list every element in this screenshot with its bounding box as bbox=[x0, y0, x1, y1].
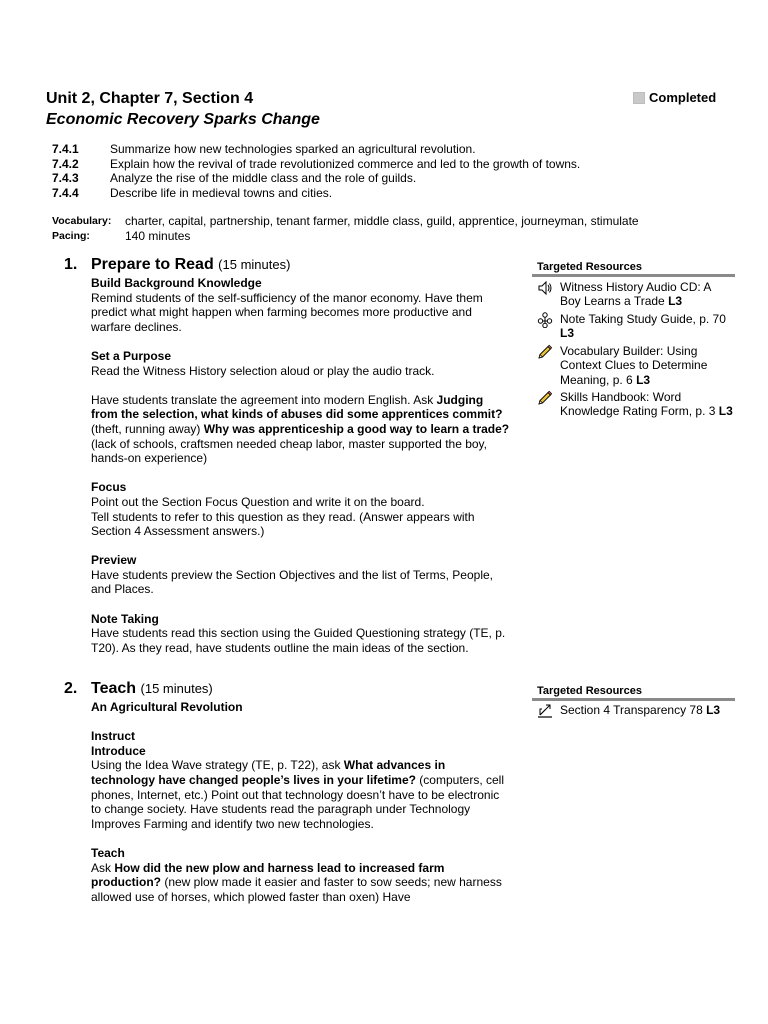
text-run: (new plow made it easier and faster to sow seeds; new harness allowed use of horses, which plowed faster than oxen) Have bbox=[91, 875, 502, 904]
level-badge: L3 bbox=[718, 404, 733, 419]
subheading: Preview bbox=[91, 553, 137, 568]
text-run: (computers, cell phones, Internet, etc.) Point out that technology doesn’t have to be electronic to change society. Have students read the paragraph under Technology Improves Farming and identify two new technologies. bbox=[91, 772, 504, 831]
paragraph: Have students read this section using the Guided Questioning strategy (TE, p. T20). As they read, have students outline the main ideas of the section. bbox=[91, 626, 506, 655]
section-name: Prepare to Read bbox=[91, 256, 214, 273]
question-text: Judging from the selection, what kinds of abuses did some apprentices commit? bbox=[91, 392, 503, 422]
paragraph: Point out the Section Focus Question and write it on the board. bbox=[91, 494, 425, 509]
section-1-body bbox=[91, 276, 511, 655]
resource-text bbox=[560, 703, 733, 719]
vocabulary-label: Vocabulary: bbox=[52, 215, 112, 227]
vocabulary-row bbox=[52, 214, 639, 229]
level-badge: L3 bbox=[560, 326, 575, 341]
objective-text: Summarize how new technologies sparked an agricultural revolution. bbox=[110, 142, 476, 156]
level-badge: L3 bbox=[668, 294, 683, 309]
objective-text: Analyze the rise of the middle class and the role of guilds. bbox=[110, 171, 417, 186]
objective-number: 7.4.1 bbox=[52, 142, 79, 156]
text-run: (theft, running away) bbox=[91, 421, 204, 436]
section-name: Teach bbox=[91, 680, 137, 697]
subheading: Teach bbox=[91, 845, 125, 860]
subheading: Build Background Knowledge bbox=[91, 276, 262, 290]
vocabulary-text: charter, capital, partnership, tenant farmer, middle class, guild, apprentice, journeyman, stimulate bbox=[125, 214, 639, 228]
resource-item[interactable] bbox=[537, 312, 733, 341]
paragraph: Read the Witness History selection aloud or play the audio track. bbox=[91, 363, 435, 378]
subheading: Introduce bbox=[91, 743, 146, 758]
objective-item bbox=[52, 142, 580, 157]
paragraph bbox=[91, 758, 511, 831]
resource-label: Note Taking Study Guide, p. 70 bbox=[560, 312, 726, 326]
resource-label: Skills Handbook: Word Knowledge Rating Form, p. 3 bbox=[560, 390, 719, 419]
section-1-heading bbox=[64, 256, 290, 274]
text-run: Ask bbox=[91, 860, 115, 875]
question-text: How did the new plow and harness lead to increased farm production? bbox=[91, 860, 445, 890]
objective-item bbox=[52, 171, 580, 186]
pencil-icon bbox=[537, 344, 560, 387]
page-title: Unit 2, Chapter 7, Section 4 bbox=[46, 90, 254, 107]
objective-number: 7.4.4 bbox=[52, 186, 79, 201]
subheading: An Agricultural Revolution bbox=[91, 700, 243, 714]
level-badge: L3 bbox=[706, 703, 721, 717]
section-duration: (15 minutes) bbox=[140, 681, 213, 696]
resources-heading: Targeted Resources bbox=[537, 685, 642, 697]
checkbox-icon[interactable] bbox=[633, 92, 645, 104]
resource-item[interactable] bbox=[537, 703, 733, 719]
paragraph bbox=[91, 393, 511, 466]
resources-divider bbox=[532, 698, 735, 701]
resource-text bbox=[560, 280, 733, 309]
question-text: What advances in technology have changed people’s lives in your lifetime? bbox=[91, 758, 446, 787]
objective-text: Explain how the revival of trade revolutionized commerce and led to the growth of towns. bbox=[110, 156, 581, 171]
subheading: Note Taking bbox=[91, 611, 159, 626]
meta-block bbox=[52, 214, 639, 243]
section-number: 2. bbox=[64, 680, 78, 697]
pacing-text: 140 minutes bbox=[125, 228, 191, 243]
resource-text bbox=[560, 344, 733, 387]
transparency-icon bbox=[537, 703, 560, 719]
section-duration: (15 minutes) bbox=[218, 257, 291, 272]
paragraph: Remind students of the self-sufficiency of the manor economy. Have them predict what might happen when farming becomes more productive and warfare declines. bbox=[91, 290, 483, 334]
resource-label: Vocabulary Builder: Using Context Clues to Determine Meaning, p. 6 bbox=[560, 344, 708, 387]
objective-item bbox=[52, 157, 580, 172]
completed-checkbox[interactable] bbox=[633, 90, 716, 105]
objective-item bbox=[52, 186, 580, 201]
paragraph bbox=[91, 861, 511, 905]
paragraph: Have students preview the Section Objectives and the list of Terms, People, and Places. bbox=[91, 567, 493, 597]
resource-item[interactable] bbox=[537, 390, 733, 419]
text-run: Using the Idea Wave strategy (TE, p. T22), ask bbox=[91, 758, 344, 773]
subheading: Instruct bbox=[91, 729, 136, 744]
paragraph: Tell students to refer to this question as they read. (Answer appears with Section 4 Assessment answers.) bbox=[91, 509, 475, 539]
section-number: 1. bbox=[64, 256, 78, 273]
audio-cd-icon bbox=[537, 280, 560, 309]
subheading: Set a Purpose bbox=[91, 348, 172, 363]
subheading: Focus bbox=[91, 480, 127, 495]
question-text: Why was apprenticeship a good way to learn a trade? bbox=[203, 421, 510, 436]
pacing-row bbox=[52, 229, 639, 244]
objective-number: 7.4.2 bbox=[52, 156, 79, 171]
resources-divider bbox=[532, 274, 735, 277]
resource-text bbox=[560, 390, 733, 419]
level-badge: L3 bbox=[636, 372, 651, 387]
text-run: (lack of schools, craftsmen needed cheap labor, master supported the boy, hands-on experience) bbox=[91, 436, 487, 466]
study-guide-icon bbox=[537, 312, 560, 341]
resource-item[interactable] bbox=[537, 280, 733, 309]
resource-label: Witness History Audio CD: A Boy Learns a Trade bbox=[560, 280, 711, 309]
pacing-label: Pacing: bbox=[52, 229, 90, 242]
section-2-heading bbox=[64, 680, 213, 698]
objectives-list bbox=[52, 142, 580, 201]
resource-item[interactable] bbox=[537, 344, 733, 387]
resources-heading: Targeted Resources bbox=[537, 261, 642, 273]
resource-label: Section 4 Transparency 78 bbox=[560, 703, 707, 717]
objective-number: 7.4.3 bbox=[52, 171, 79, 186]
text-run: Have students translate the agreement into modern English. Ask bbox=[91, 392, 437, 407]
objective-text: Describe life in medieval towns and cities. bbox=[110, 186, 333, 201]
section-2-body bbox=[91, 700, 511, 904]
page-subtitle: Economic Recovery Sparks Change bbox=[46, 111, 320, 128]
completed-label: Completed bbox=[649, 90, 717, 105]
resource-text bbox=[560, 312, 733, 341]
pencil-icon bbox=[537, 390, 560, 419]
